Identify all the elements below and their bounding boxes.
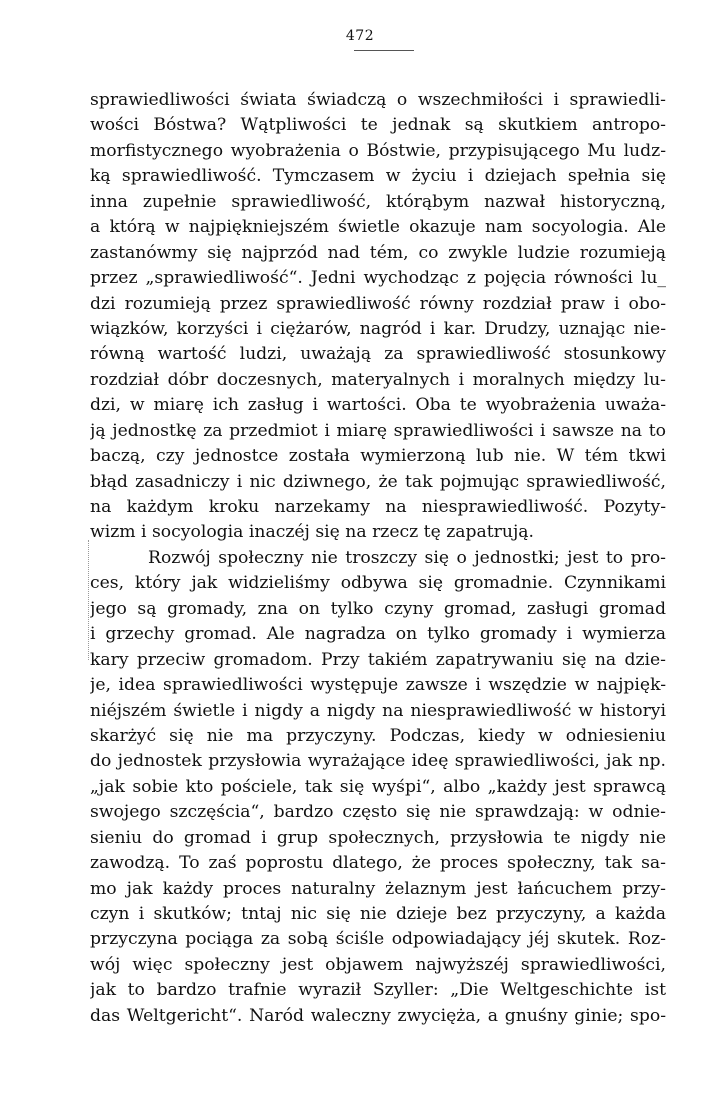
text-line: ją jednostkę za przedmiot i miarę sprawiedliwości i sawsze na to [90, 420, 666, 441]
text-line: ką sprawiedliwość. Tymczasem w życiu i dziejach spełnia się [90, 166, 666, 187]
body-text [90, 88, 666, 1029]
text-line: zastanówmy się najprzód nad tém, co zwykle ludzie rozumieją [90, 242, 666, 263]
text-line: das Weltgericht“. Naród waleczny zwycięża, a gnuśny ginie; spo- [90, 1005, 666, 1026]
text-line: wizm i socyologia inaczéj się na rzecz tę zapatrują. [90, 522, 534, 543]
text-line: zawodzą. To zaś poprostu dlatego, że proces społeczny, tak sa- [90, 853, 666, 874]
text-line: morfistycznego wyobrażenia o Bóstwie, przypisującego Mu ludz- [90, 140, 666, 161]
text-line: sieniu do gromad i grup społecznych, przysłowia te nigdy nie [90, 827, 666, 848]
text-line: błąd zasadniczy i nic dziwnego, że tak pojmując sprawiedliwość, [90, 471, 666, 492]
text-line: wiązków, korzyści i ciężarów, nagród i kar. Drudzy, uznając nie- [90, 318, 666, 339]
text-line: do jednostek przysłowia wyrażające ideę sprawiedliwości, jak np. [90, 751, 666, 772]
text-line: a którą w najpiękniejszém świetle okazuje nam socyologia. Ale [90, 217, 666, 238]
text-line: mo jak każdy proces naturalny żelaznym jest łańcuchem przy- [90, 878, 666, 899]
text-line: czyn i skutków; tntaj nic się nie dzieje bez przyczyny, a każda [90, 904, 666, 924]
text-line: swojego szczęścia“, bardzo często się nie sprawdzają: w odnie- [90, 802, 666, 823]
text-line: ces, który jak widzieliśmy odbywa się gromadnie. Czynnikami [90, 573, 666, 594]
text-line: sprawiedliwości świata świadczą o wszechmiłości i sprawiedli- [90, 90, 666, 110]
text-line: i grzechy gromad. Ale nagradza on tylko gromady i wymierza [90, 624, 666, 645]
text-line: rozdział dóbr doczesnych, materyalnych i moralnych między lu- [90, 369, 666, 390]
page-number: 472 [345, 28, 375, 44]
text-line: je, idea sprawiedliwości występuje zawsze i wszędzie w najpięk- [90, 675, 666, 696]
text-line: wój więc społeczny jest objawem najwyższéj sprawiedliwości, [90, 954, 666, 975]
text-line: kary przeciw gromadom. Przy takiém zapatrywaniu się na dzie- [90, 649, 666, 670]
header-rule [354, 50, 414, 51]
text-line: jak to bardzo trafnie wyraził Szyller: „Die Weltgeschichte ist [90, 980, 666, 1001]
text-line: dzi, w miarę ich zasług i wartości. Oba te wyobrażenia uważa- [90, 395, 666, 416]
text-line: na każdym kroku narzekamy na niesprawiedliwość. Pozyty- [90, 497, 666, 517]
text-line: dzi rozumieją przez sprawiedliwość równy rozdział praw i obo- [90, 293, 666, 314]
text-line: inna zupełnie sprawiedliwość, którąbym nazwał historyczną, [90, 191, 666, 212]
text-line: niéjszém świetle i nigdy a nigdy na niesprawiedliwość w historyi [90, 700, 666, 721]
text-line: baczą, czy jednostce została wymierzoną lub nie. W tém tkwi [90, 446, 666, 467]
text-line: jego są gromady, zna on tylko czyny gromad, zasługi gromad [90, 598, 666, 619]
text-line: przyczyna pociąga za sobą ściśle odpowiadający jéj skutek. Roz- [90, 929, 666, 950]
text-line: wości Bóstwa? Wątpliwości te jednak są skutkiem antropo- [90, 115, 666, 136]
text-line: przez „sprawiedliwość“. Jedni wychodząc z pojęcia równości lu_ [90, 268, 666, 289]
text-line: Rozwój społeczny nie troszczy się o jednostki; jest to pro- [148, 547, 666, 568]
text-line: „jak sobie kto pościele, tak się wyśpi“, albo „każdy jest sprawcą [90, 776, 666, 797]
text-line: skarżyć się nie ma przyczyny. Podczas, kiedy w odniesieniu [90, 725, 666, 746]
text-line: równą wartość ludzi, uważają za sprawiedliwość stosunkowy [90, 344, 666, 365]
